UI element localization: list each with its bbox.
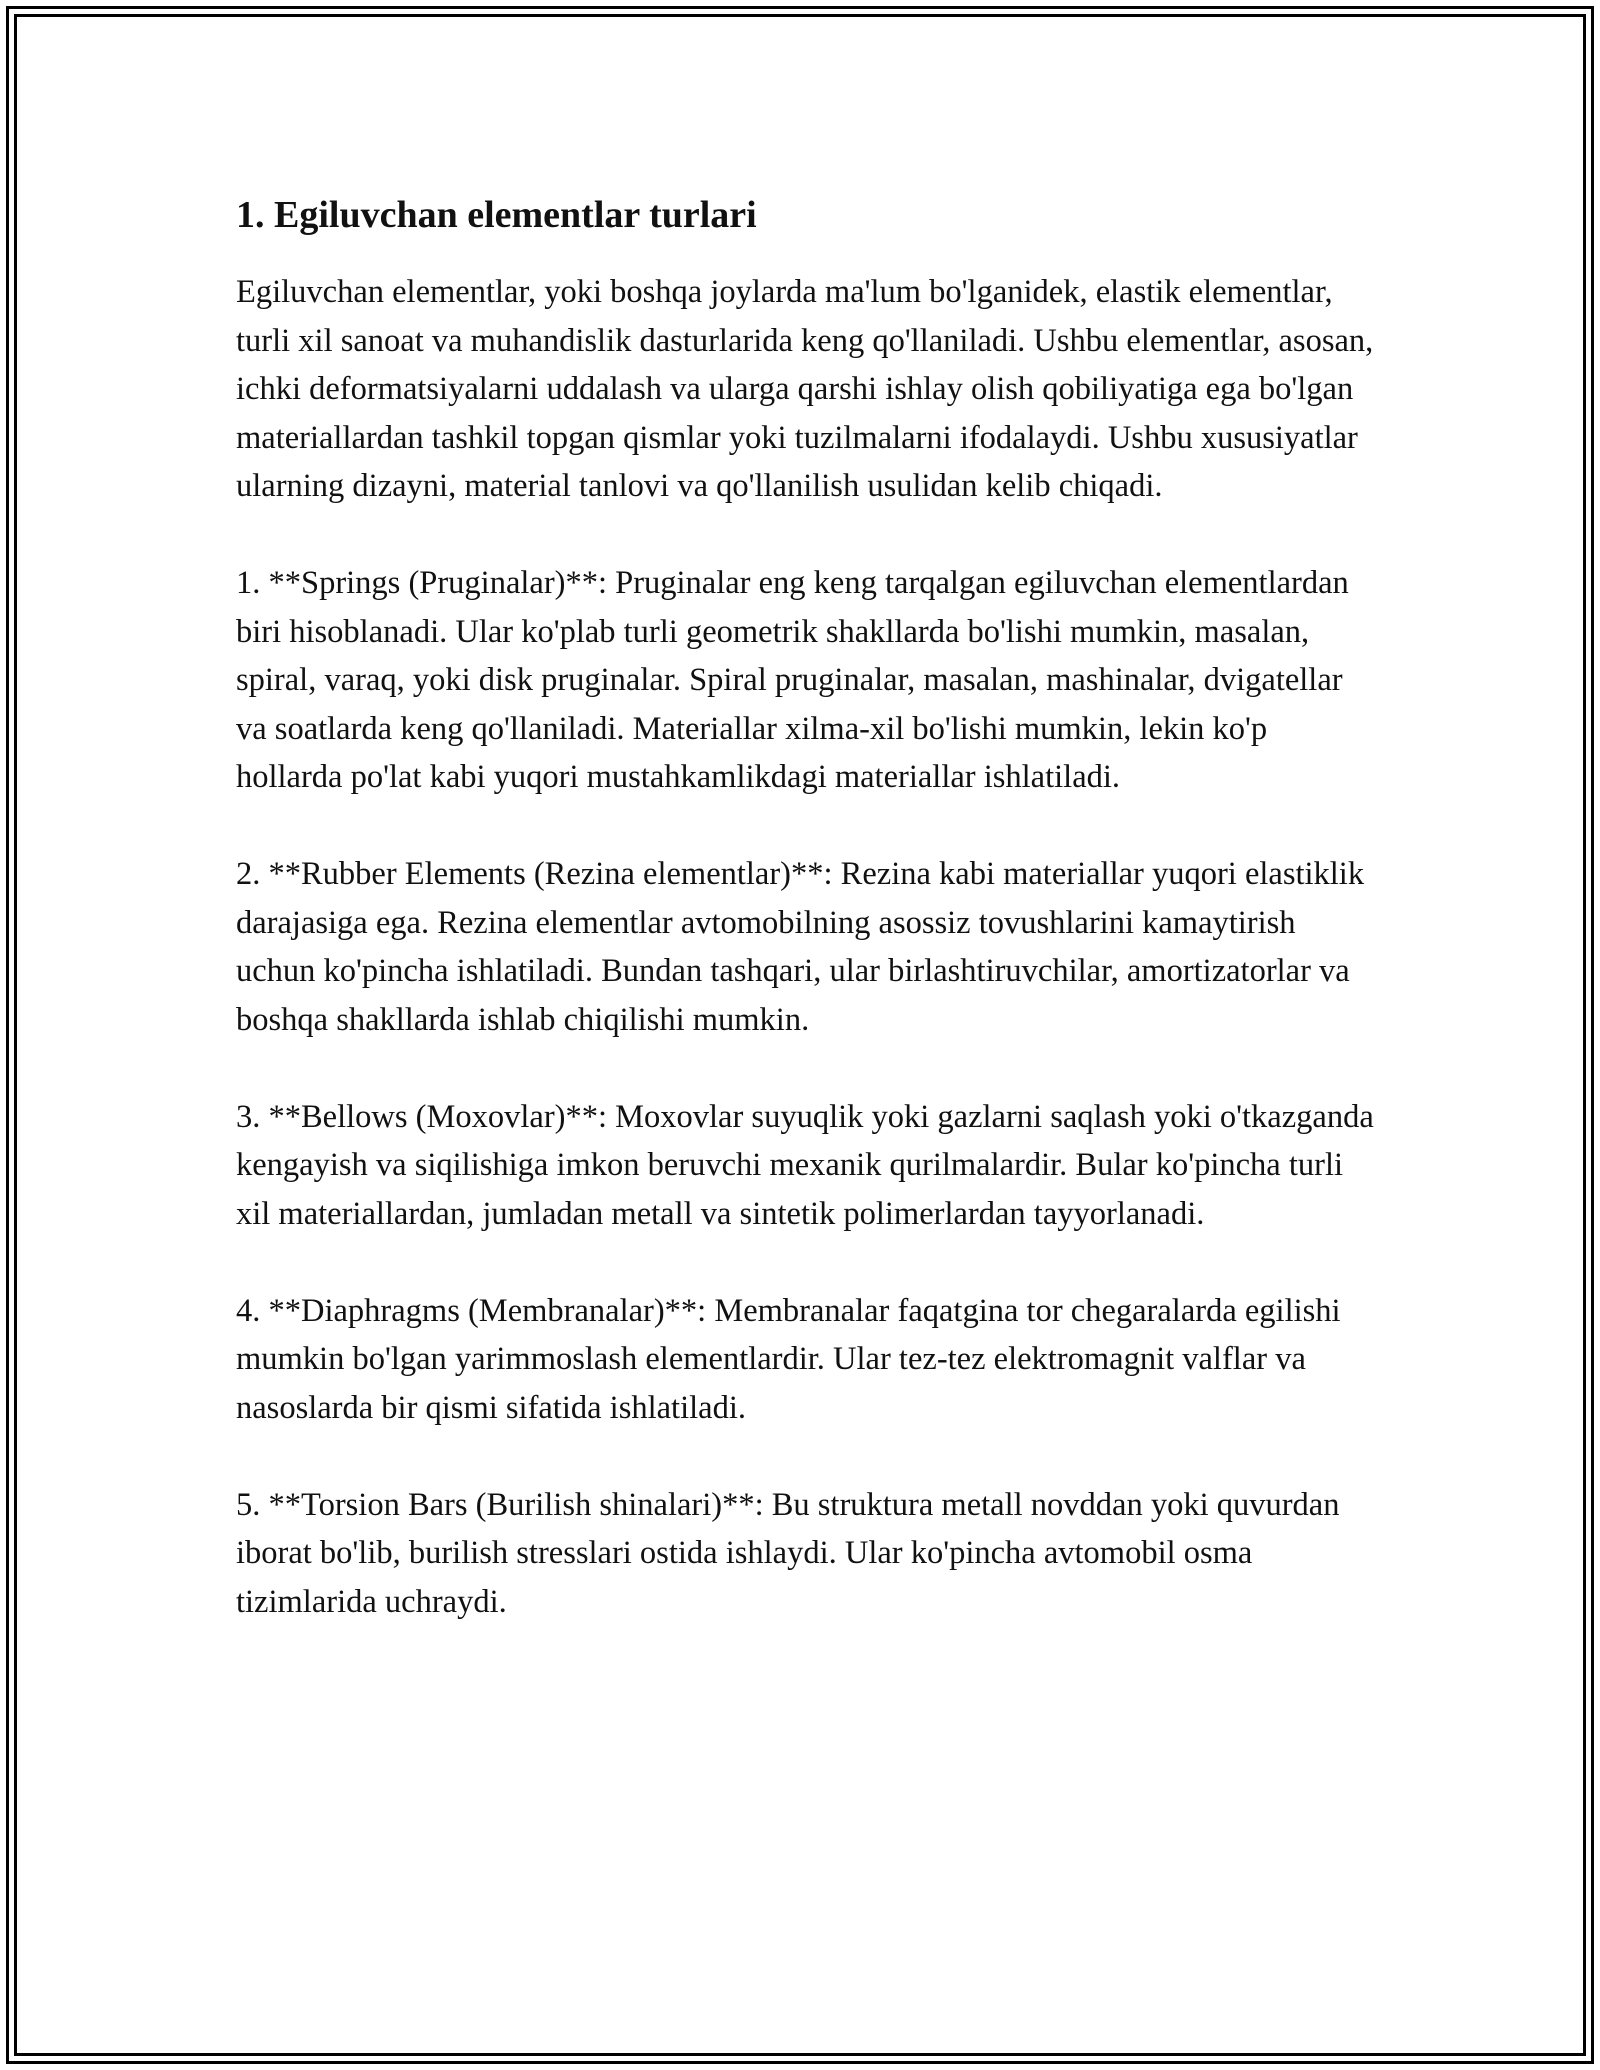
document-body: [236, 186, 1376, 1675]
list-item-bellows: 3. **Bellows (Moxovlar)**: Moxovlar suyuqlik yoki gazlarni saqlash yoki o'tkazganda kengayish va siqilishiga imkon beruvchi mexanik qurilmalardir. Bular ko'pincha turli xil materiallardan, jumladan metall va sintetik polimerlardan tayyorlanadi.: [236, 1098, 1374, 1232]
section-heading: 1. Egiluvchan elementlar turlari: [236, 194, 757, 236]
list-item-rubber-elements: 2. **Rubber Elements (Rezina elementlar)**: Rezina kabi materiallar yuqori elastiklik darajasiga ega. Rezina elementlar avtomobilning asossiz tovushlarini kamaytirish uchun ko'pincha ishlatiladi. Bundan tashqari, ular birlashtiruvchilar, amortizatorlar va boshqa shakllarda ishlab chiqilishi mumkin.: [236, 856, 1365, 1038]
list-item-diaphragms: 4. **Diaphragms (Membranalar)**: Membranalar faqatgina tor chegaralarda egilishi mumkin bo'lgan yarimmoslash elementlardir. Ular tez-tez elektromagnit valflar va nasoslarda bir qismi sifatida ishlatiladi.: [236, 1292, 1341, 1426]
list-item-springs: 1. **Springs (Pruginalar)**: Pruginalar eng keng tarqalgan egiluvchan elementlardan biri hisoblanadi. Ular ko'plab turli geometrik shakllarda bo'lishi mumkin, masalan, spiral, varaq, yoki disk pruginalar. Spiral pruginalar, masalan, mashinalar, dvigatellar va soatlarda keng qo'llaniladi. Materiallar xilma-xil bo'lishi mumkin, lekin ko'p hollarda po'lat kabi yuqori mustahkamlikdagi materiallar ishlatiladi.: [236, 565, 1349, 795]
list-item-torsion-bars: 5. **Torsion Bars (Burilish shinalari)**: Bu struktura metall novddan yoki quvurdan iborat bo'lib, burilish stresslari ostida ishlaydi. Ular ko'pincha avtomobil osma tizimlarida uchraydi.: [236, 1486, 1340, 1620]
intro-paragraph: Egiluvchan elementlar, yoki boshqa joylarda ma'lum bo'lganidek, elastik elementlar, turli xil sanoat va muhandislik dasturlarida keng qo'llaniladi. Ushbu elementlar, asosan, ichki deformatsiyalarni uddalash va ularga qarshi ishlay olish qobiliyatiga ega bo'lgan materiallardan tashkil topgan qismlar yoki tuzilmalarni ifodalaydi. Ushbu xususiyatlar ularning dizayni, material tanlovi va qo'llanilish usulidan kelib chiqadi.: [236, 274, 1374, 504]
